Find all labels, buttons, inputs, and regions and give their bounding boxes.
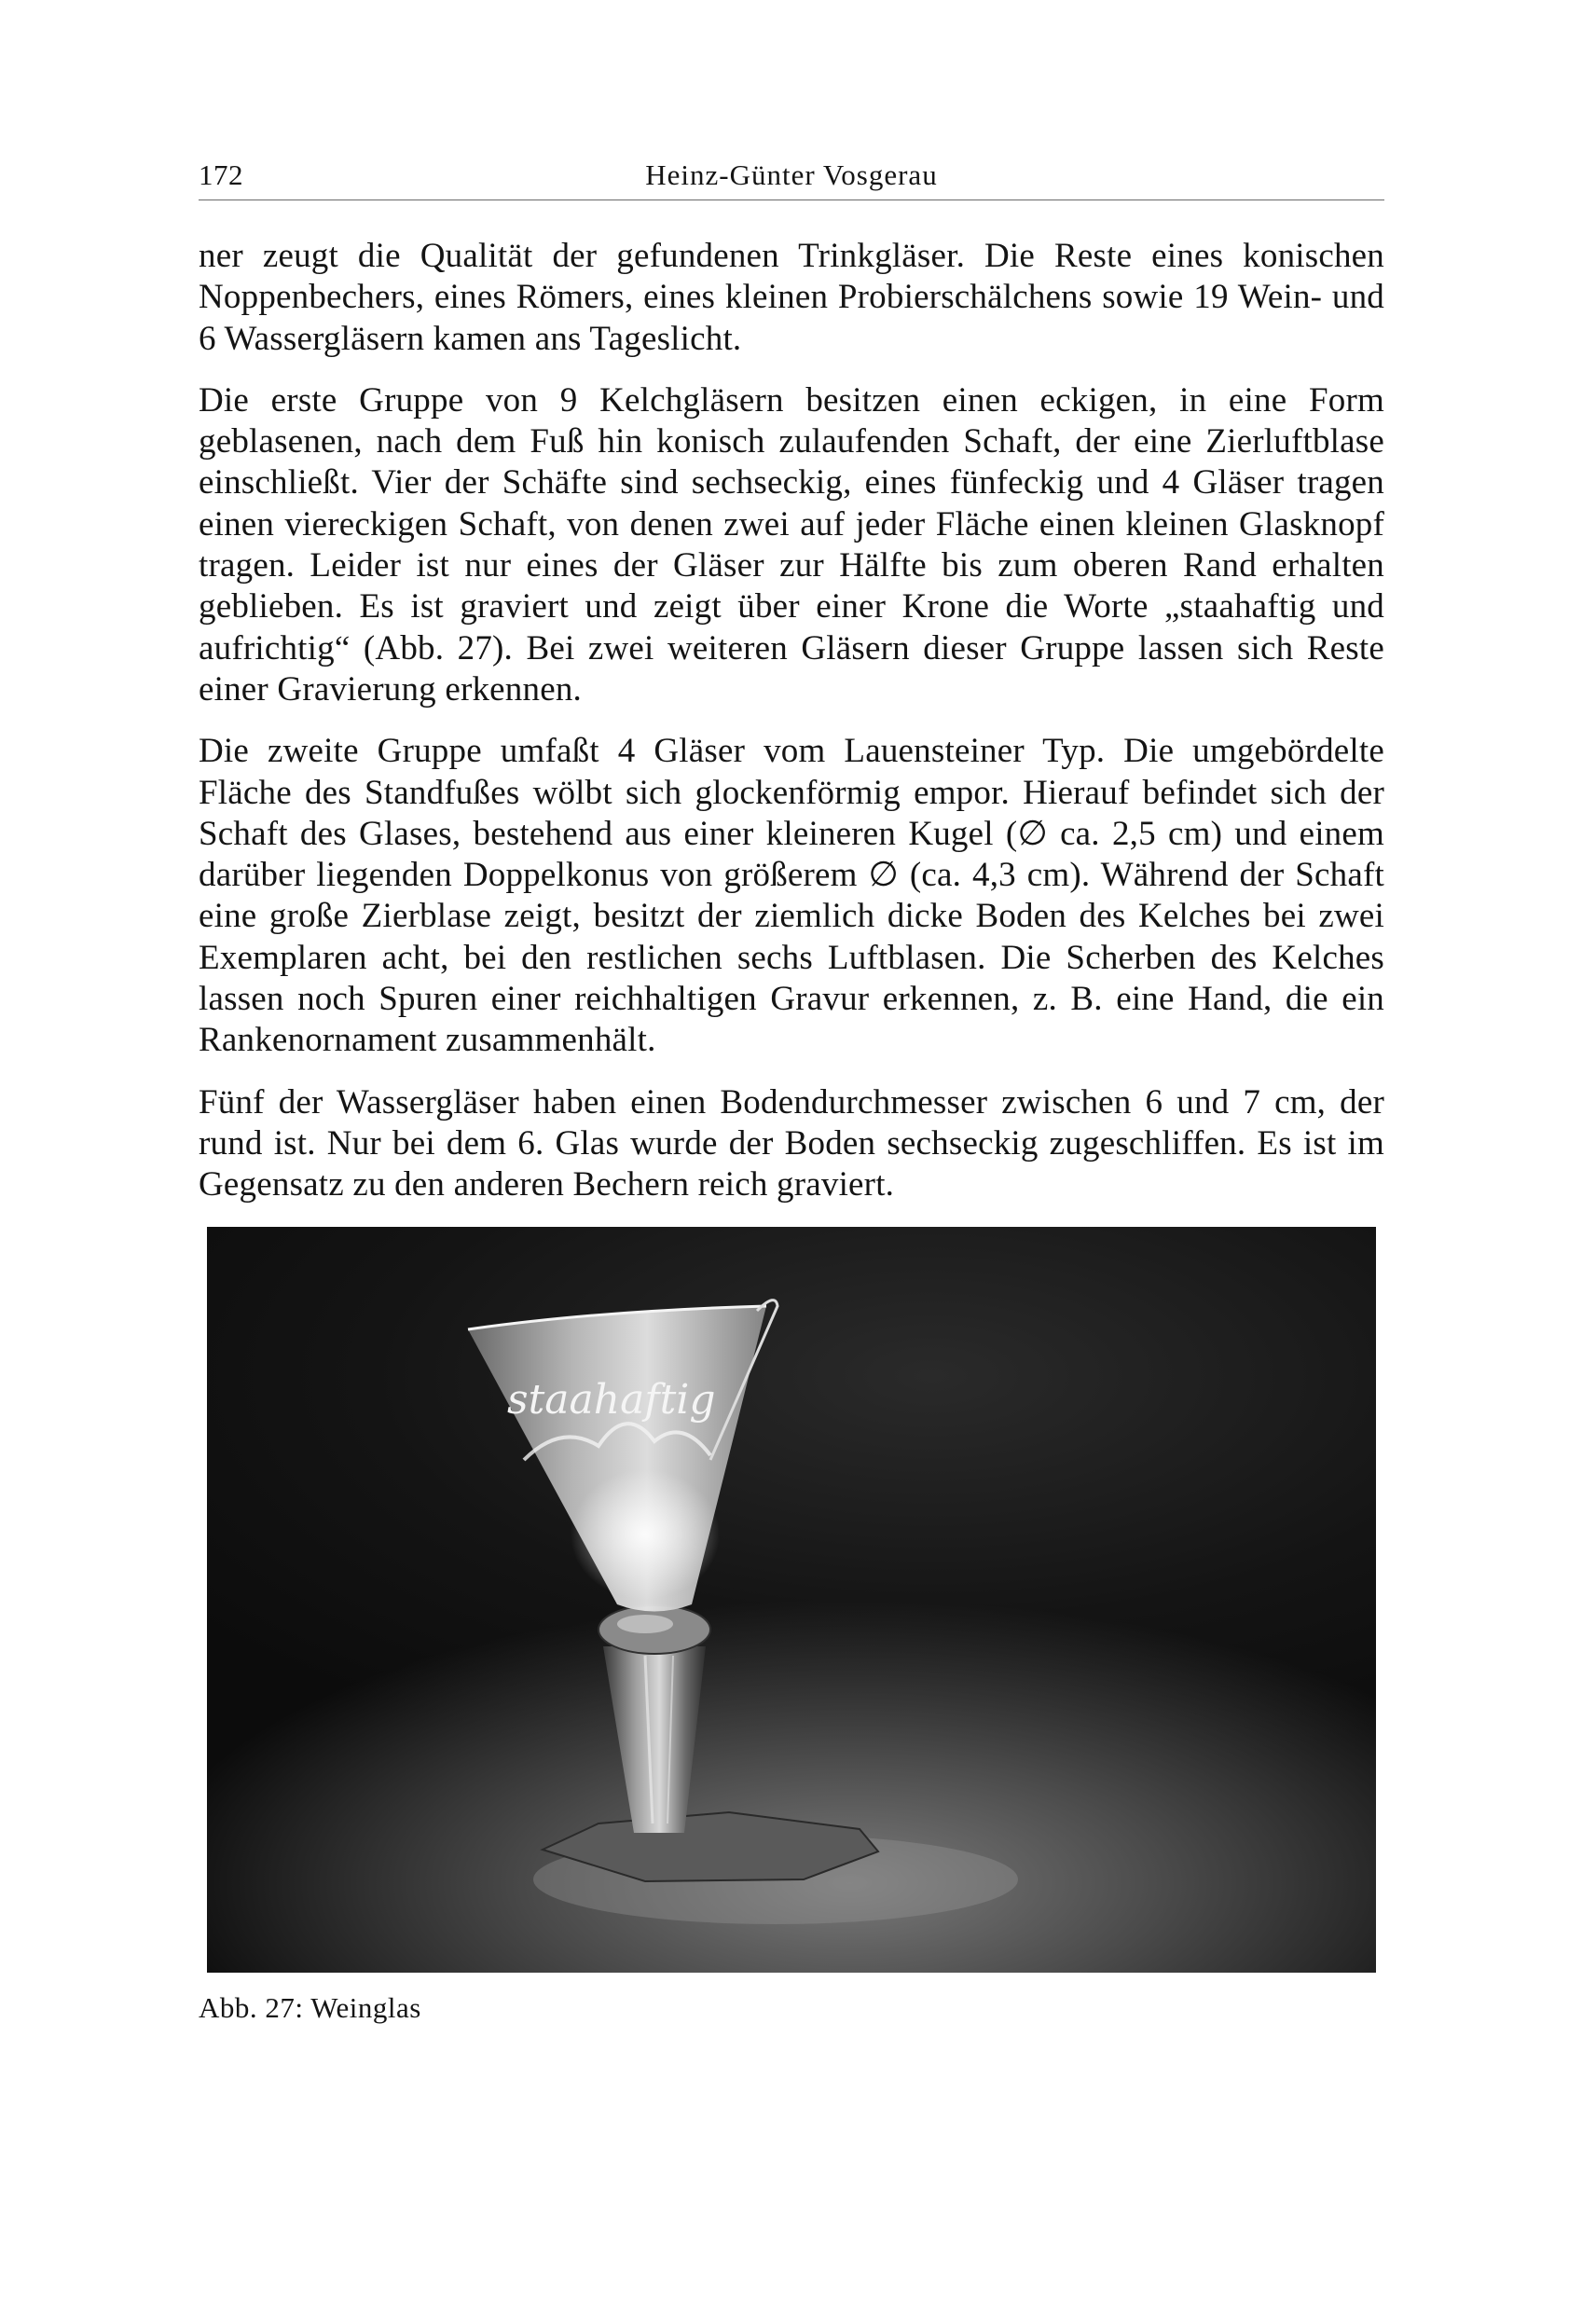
figure-wine-glass-photo xyxy=(207,1227,1376,1973)
engraved-inscription: staahaftig xyxy=(507,1376,716,1424)
running-header xyxy=(199,155,1384,200)
paragraph-3: Die zweite Gruppe umfaßt 4 Gläser vom Lauensteiner Typ. Die umgebördelte Fläche des Standfußes wölbt sich glockenförmig empor. Hierauf befindet sich der Schaft des Glases, bestehend aus einer kleineren Kugel (∅ ca. 2,5 cm) und einem darüber liegenden Doppelkonus von größerem ∅ (ca. 4,3 cm). Während der Schaft eine große Zierblase zeigt, besitzt der ziemlich dicke Boden des Kelches bei zwei Exemplaren acht, bei den restlichen sechs Luftblasen. Die Scherben des Kelches lassen noch Spuren einer reichhaltigen Gravur erkennen, z. B. eine Hand, die ein Rankenornament zusammenhält. xyxy=(199,732,1384,1060)
figure-caption: Abb. 27: Weinglas xyxy=(199,1991,421,2024)
paragraph-1: ner zeugt die Qualität der gefundenen Trinkgläser. Die Reste eines konischen Noppenbechers, eines Römers, eines kleinen Probierschälchens sowie 19 Wein- und 6 Wassergläsern kamen ans Tageslicht. xyxy=(199,237,1384,358)
wine-glass-illustration xyxy=(207,1227,1376,1973)
running-head-author: Heinz-Günter Vosgerau xyxy=(645,158,938,191)
body-text xyxy=(199,236,1384,1227)
glass-stem xyxy=(603,1646,706,1833)
paragraph-2: Die erste Gruppe von 9 Kelchgläsern besitzen einen eckigen, in eine Form geblasenen, nach dem Fuß hin konisch zulaufenden Schaft, der eine Zierluftblase einschließt. Vier der Schäfte sind sechseckig, eines fünfeckig und 4 Gläser tragen einen viereckigen Schaft, von denen zwei auf jeder Fläche einen kleinen Glasknopf tragen. Leider ist nur eines der Gläser zur Hälfte bis zum oberen Rand erhalten geblieben. Es ist graviert und zeigt über einer Krone die Worte „staahaftig und aufrichtig“ (Abb. 27). Bei zwei weiteren Gläsern dieser Gruppe lassen sich Reste einer Gravierung erkennen. xyxy=(199,380,1384,709)
page-number: 172 xyxy=(199,158,243,191)
bowl-highlight xyxy=(571,1469,720,1600)
paragraph-4: Fünf der Wassergläser haben einen Bodendurchmesser zwischen 6 und 7 cm, der rund ist. Nur bei dem 6. Glas wurde der Boden sechseckig zugeschliffen. Es ist im Gegensatz zu den anderen Bechern reich graviert. xyxy=(199,1082,1384,1204)
